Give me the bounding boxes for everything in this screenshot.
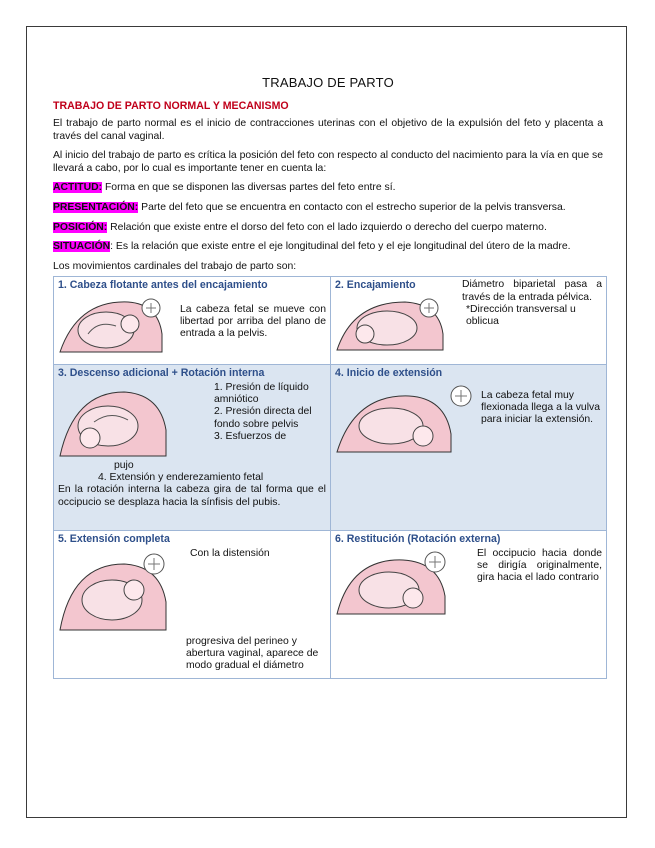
cell-descenso-rotacion [54,365,331,531]
descent-factors-list [170,382,326,460]
fetal-illustration-2 [335,294,462,352]
term-presentacion: PRESENTACIÓN: [53,201,139,213]
section-subtitle: TRABAJO DE PARTO NORMAL Y MECANISMO [53,100,289,112]
document-title: TRABAJO DE PARTO [262,75,394,90]
cell-2-heading: 2. Encajamiento [335,279,416,292]
cell-4-text: La cabeza fetal muy flexionada llega a la vulva para iniciar la extensión. [481,389,600,426]
definition-situacion-text: : Es la relación que existe entre el eje longitudinal del feto y el eje longitudinal del útero de la madre. [110,241,571,253]
cell-6-text: El occipucio hacia donde se dirigía originalmente, gira hacia el lado contrario [477,547,602,584]
descent-factor: 2. Presión directa del fondo sobre pelvis [214,406,312,430]
cell-6-heading: 6. Restitución (Rotación externa) [335,533,501,546]
cell-restitucion [331,531,607,679]
document-body [53,75,603,679]
fetal-illustration-5 [58,548,170,632]
cell-2-text: Diámetro biparietal pasa a través de la entrada pélvica. [462,279,602,303]
definition-situacion [53,241,603,254]
cell-inicio-extension [331,365,607,531]
intro-paragraph-2: Al inicio del trabajo de parto es crítica la posición del feto con respecto al conducto del nacimiento para la vía en que se llevará a cabo, por lo cual es importante tener en cuenta la: [53,150,603,174]
definition-presentacion-text: Parte del feto que se encuentra en contacto con el estrecho superior de la pelvis transversa. [138,201,566,213]
descent-factor: 4. Extensión y enderezamiento fetal [98,471,264,483]
descent-factor: 3. Esfuerzos de [214,430,287,442]
movements-intro: Los movimientos cardinales del trabajo de parto son: [53,260,297,272]
fetal-illustration-4 [335,382,475,454]
cell-5-heading: 5. Extensión completa [58,533,170,546]
cell-4-heading: 4. Inicio de extensión [335,367,443,380]
cardinal-movements-table [53,276,607,679]
term-situacion: SITUACIÓN [53,241,111,253]
fetal-illustration-3 [58,382,170,460]
page-frame [26,26,627,818]
cell-5-text-top: Con la distensión [190,547,270,559]
definition-actitud [53,182,603,195]
cell-3-heading: 3. Descenso adicional + Rotación interna [58,367,265,380]
cell-1-heading: 1. Cabeza flotante antes del encajamiento [58,279,268,292]
descent-factor-continuation: pujo [114,459,134,471]
intro-paragraph-1: El trabajo de parto normal es el inicio de contracciones uterinas con el objetivo de la expulsión del feto y placenta a través del canal vaginal. [53,118,603,142]
cell-5-text-bottom: progresiva del perineo y abertura vaginal, aparece de modo gradual el diámetro [186,635,319,672]
cell-2-note: *Dirección transversal u oblicua [466,303,576,328]
term-posicion: POSICIÓN: [53,221,108,233]
term-actitud: ACTITUD: [53,182,103,194]
definition-posicion [53,222,603,235]
definition-posicion-text: Relación que existe entre el dorso del feto con el lado izquierdo o derecho del cuerpo materno. [107,221,547,233]
cell-extension-completa [54,531,331,679]
cell-3-text: En la rotación interna la cabeza gira de tal forma que el occipucio se desplaza hacia la sínfisis del pubis. [58,484,326,508]
fetal-illustration-1 [58,294,168,354]
descent-factor: 1. Presión de líquido amniótico [214,381,309,405]
cell-encajamiento [331,277,607,365]
cell-cabeza-flotante [54,277,331,365]
definition-actitud-text: Forma en que se disponen las diversas partes del feto entre sí. [102,182,396,194]
cell-1-text: La cabeza fetal se mueve con libertad por arriba del plano de entrada a la pelvis. [180,303,326,340]
definition-presentacion [53,202,603,215]
fetal-illustration-6 [335,548,453,616]
